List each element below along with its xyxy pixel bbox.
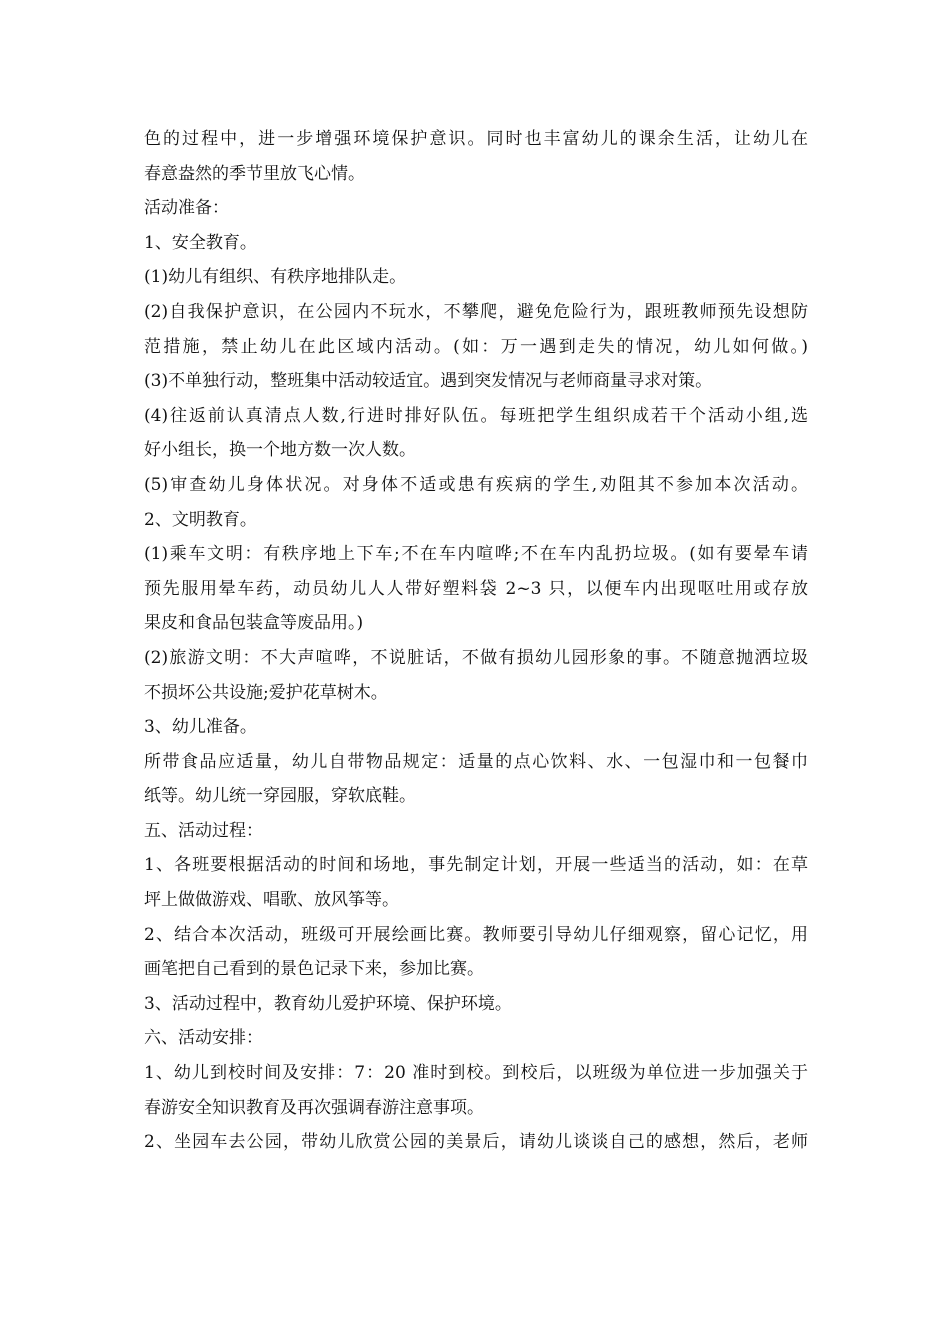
text-line: 1、幼儿到校时间及安排：7：20 准时到校。到校后，以班级为单位进一步加强关于 bbox=[144, 1063, 808, 1084]
text-line: 3、幼儿准备。 bbox=[144, 717, 257, 738]
text-line: (5)审查幼儿身体状况。对身体不适或患有疾病的学生,劝阻其不参加本次活动。 bbox=[144, 474, 808, 495]
text-line: 1、安全教育。 bbox=[144, 232, 257, 253]
document-body bbox=[144, 122, 808, 1160]
text-line: 坪上做做游戏、唱歌、放风筝等。 bbox=[144, 890, 399, 911]
text-line: (1)幼儿有组织、有秩序地排队走。 bbox=[144, 267, 407, 288]
text-line: (2)自我保护意识，在公园内不玩水，不攀爬，避免危险行为，跟班教师预先设想防 bbox=[144, 301, 808, 322]
text-line: 范措施，禁止幼儿在此区域内活动。(如：万一遇到走失的情况，幼儿如何做。) bbox=[144, 336, 808, 357]
text-line: 六、活动安排： bbox=[144, 1028, 263, 1049]
text-line: 果皮和食品包装盒等废品用。) bbox=[144, 613, 364, 634]
text-line: 五、活动过程： bbox=[144, 820, 263, 841]
text-line: 2、结合本次活动，班级可开展绘画比赛。教师要引导幼儿仔细观察，留心记忆，用 bbox=[144, 924, 808, 945]
text-line: 不损坏公共设施;爱护花草树木。 bbox=[144, 682, 388, 703]
text-line: (3)不单独行动，整班集中活动较适宜。遇到突发情况与老师商量寻求对策。 bbox=[144, 371, 713, 392]
text-line: 春游安全知识教育及再次强调春游注意事项。 bbox=[144, 1097, 484, 1118]
text-line: 春意盎然的季节里放飞心情。 bbox=[144, 163, 365, 184]
text-line: 1、各班要根据活动的时间和场地，事先制定计划，开展一些适当的活动，如：在草 bbox=[144, 855, 808, 876]
text-line: (1)乘车文明：有秩序地上下车;不在车内喧哗;不在车内乱扔垃圾。(如有要晕车请 bbox=[144, 544, 808, 565]
text-line: 3、活动过程中，教育幼儿爱护环境、保护环境。 bbox=[144, 993, 512, 1014]
text-line: 活动准备： bbox=[144, 198, 229, 219]
text-line: 纸等。幼儿统一穿园服，穿软底鞋。 bbox=[144, 786, 416, 807]
text-line: 2、文明教育。 bbox=[144, 509, 257, 530]
text-line: 好小组长，换一个地方数一次人数。 bbox=[144, 440, 416, 461]
text-line: 画笔把自己看到的景色记录下来，参加比赛。 bbox=[144, 959, 484, 980]
text-line: 2、坐园车去公园，带幼儿欣赏公园的美景后，请幼儿谈谈自己的感想，然后，老师 bbox=[144, 1132, 808, 1153]
text-line: (4)往返前认真清点人数,行进时排好队伍。每班把学生组织成若干个活动小组,选 bbox=[144, 405, 808, 426]
text-line: 所带食品应适量，幼儿自带物品规定：适量的点心饮料、水、一包湿巾和一包餐巾 bbox=[144, 751, 808, 772]
text-line: (2)旅游文明：不大声喧哗，不说脏话，不做有损幼儿园形象的事。不随意抛洒垃圾 bbox=[144, 647, 808, 668]
text-line: 预先服用晕车药，动员幼儿人人带好塑料袋 2~3 只，以便车内出现呕吐用或存放 bbox=[144, 578, 808, 599]
text-line: 色的过程中，进一步增强环境保护意识。同时也丰富幼儿的课余生活，让幼儿在 bbox=[144, 129, 808, 149]
